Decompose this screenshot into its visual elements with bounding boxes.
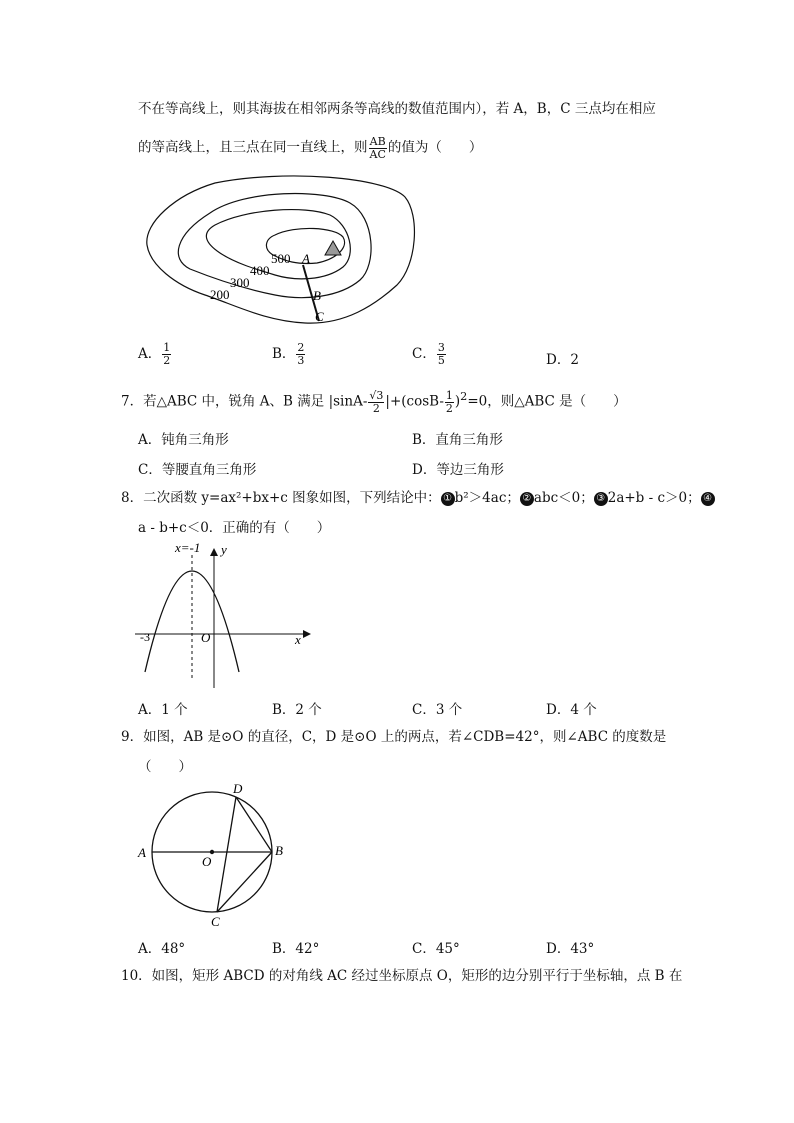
q7-option-a[interactable]: A．钝角三角形 xyxy=(138,432,229,448)
q6-option-b-letter: B． xyxy=(272,346,296,362)
q7-sup: 2 xyxy=(460,390,468,404)
label-200: 200 xyxy=(210,287,230,302)
q8-t1: b²＞4ac； xyxy=(454,490,520,506)
q9-stem-line1: 9．如图，AB 是⊙O 的直径，C，D 是⊙O 上的两点，若∠CDB=42°，则∠ABC 的度数是 xyxy=(121,729,667,745)
q7-frac2 xyxy=(445,390,454,414)
q7-tail: =0，则△ABC 是（ ） xyxy=(467,393,627,410)
q6-option-a[interactable] xyxy=(138,342,172,367)
label-origin: O xyxy=(201,630,211,645)
q6-option-b-den: 3 xyxy=(297,354,305,367)
q6-option-c[interactable] xyxy=(412,342,447,367)
q9-option-c[interactable]: C．45° xyxy=(412,941,460,957)
q6-option-a-num: 1 xyxy=(163,341,171,355)
point-a-label: A xyxy=(138,845,146,860)
label-neg3: -3 xyxy=(140,630,150,644)
point-c-label: C xyxy=(211,914,220,929)
q6-option-b[interactable] xyxy=(272,342,306,367)
point-b-label: B xyxy=(275,843,283,858)
point-o-label: O xyxy=(202,854,212,869)
summit-triangle-icon xyxy=(325,241,341,255)
label-axis-x-eq: x=-1 xyxy=(175,540,201,555)
q8-option-b[interactable]: B．2 个 xyxy=(272,702,322,718)
q7-frac1 xyxy=(368,390,384,414)
q6-fraction xyxy=(369,136,387,160)
q6-frac-den: AC xyxy=(369,147,386,161)
contour-400 xyxy=(206,210,350,279)
label-500: 500 xyxy=(271,251,291,266)
q6-option-c-num: 3 xyxy=(437,341,445,355)
parabola-figure xyxy=(135,540,315,690)
q8-stem-line2: a - b+c＜0．正确的有（ ） xyxy=(138,520,331,536)
q6-option-b-num: 2 xyxy=(297,341,305,355)
q8-line1: 8．二次函数 y=ax²+bx+c 图象如图，下列结论中： xyxy=(121,490,441,506)
q8-circle-1: ① xyxy=(441,492,455,506)
q7-post: ) xyxy=(454,393,461,410)
q9-option-a[interactable]: A．48° xyxy=(138,941,186,957)
q7-option-b[interactable]: B．直角三角形 xyxy=(412,432,503,448)
q6-option-a-letter: A． xyxy=(138,346,162,362)
q6-option-b-frac xyxy=(296,342,305,366)
label-x: x xyxy=(295,632,301,647)
q9-stem-line2: （ ） xyxy=(138,759,192,775)
q7-frac1-den: 2 xyxy=(372,401,380,415)
y-axis-arrow-icon xyxy=(210,548,218,556)
q6-option-a-frac xyxy=(162,342,171,366)
q6-option-d-text: 2 xyxy=(570,352,579,368)
q8-circle-2: ② xyxy=(520,492,534,506)
q7-stem xyxy=(121,390,627,414)
q6-option-c-den: 5 xyxy=(437,354,445,367)
q6-option-a-den: 2 xyxy=(163,354,171,367)
q9-option-d[interactable]: D．43° xyxy=(546,941,595,957)
label-400: 400 xyxy=(250,263,270,278)
q6-option-c-letter: C． xyxy=(412,346,436,362)
q8-circle-3: ③ xyxy=(594,492,608,506)
q7-frac2-den: 2 xyxy=(445,401,453,415)
q9-option-b[interactable]: B．42° xyxy=(272,941,320,957)
label-300: 300 xyxy=(230,275,250,290)
contour-map-figure xyxy=(135,175,435,335)
contour-300 xyxy=(178,194,371,298)
q8-option-a[interactable]: A．1 个 xyxy=(138,702,188,718)
circle-figure xyxy=(135,780,295,930)
q7-option-d[interactable]: D．等边三角形 xyxy=(412,462,504,478)
q10-stem-line1: 10．如图，矩形 ABCD 的对角线 AC 经过坐标原点 O，矩形的边分别平行于坐标轴，点 B 在 xyxy=(121,968,683,984)
q6-option-c-frac xyxy=(437,342,446,366)
point-c: C xyxy=(315,309,324,324)
q6-option-d-letter: D． xyxy=(546,352,571,368)
point-a: A xyxy=(302,251,310,266)
q6-line2-pre: 的等高线上，且三点在同一直线上，则 xyxy=(138,139,368,156)
x-axis-arrow-icon xyxy=(303,630,311,638)
q6-option-d[interactable] xyxy=(546,348,579,368)
q8-stem-line1 xyxy=(121,492,715,506)
q8-t3: 2a+b - c＞0； xyxy=(607,490,701,506)
q7-abs-open: |sinA- xyxy=(328,393,368,410)
point-b: B xyxy=(313,288,321,303)
q7-frac2-num: 1 xyxy=(445,389,453,402)
chord-db xyxy=(236,797,272,852)
q7-abs-close: |+(cosB- xyxy=(385,393,444,410)
label-y: y xyxy=(221,542,227,557)
q7-pre: 若△ABC 中，锐角 A、B 满足 xyxy=(143,393,325,410)
q6-text-line1: 不在等高线上，则其海拔在相邻两条等高线的数值范围内），若 A，B，C 三点均在相应 xyxy=(138,101,656,117)
q8-option-c[interactable]: C．3 个 xyxy=(412,702,463,718)
point-d-label: D xyxy=(233,781,243,796)
q8-t2: abc＜0； xyxy=(533,490,594,506)
q6-text-line2 xyxy=(138,136,482,160)
q8-option-d[interactable]: D．4 个 xyxy=(546,702,597,718)
q7-number: 7． xyxy=(121,393,144,410)
q7-frac1-num: √3 xyxy=(369,389,384,402)
q8-circle-4: ④ xyxy=(701,492,715,506)
contour-200 xyxy=(147,176,415,323)
q7-option-c[interactable]: C．等腰直角三角形 xyxy=(138,462,257,478)
q6-frac-num: AB xyxy=(369,135,386,148)
q6-line2-post: 的值为（ ） xyxy=(387,139,483,156)
